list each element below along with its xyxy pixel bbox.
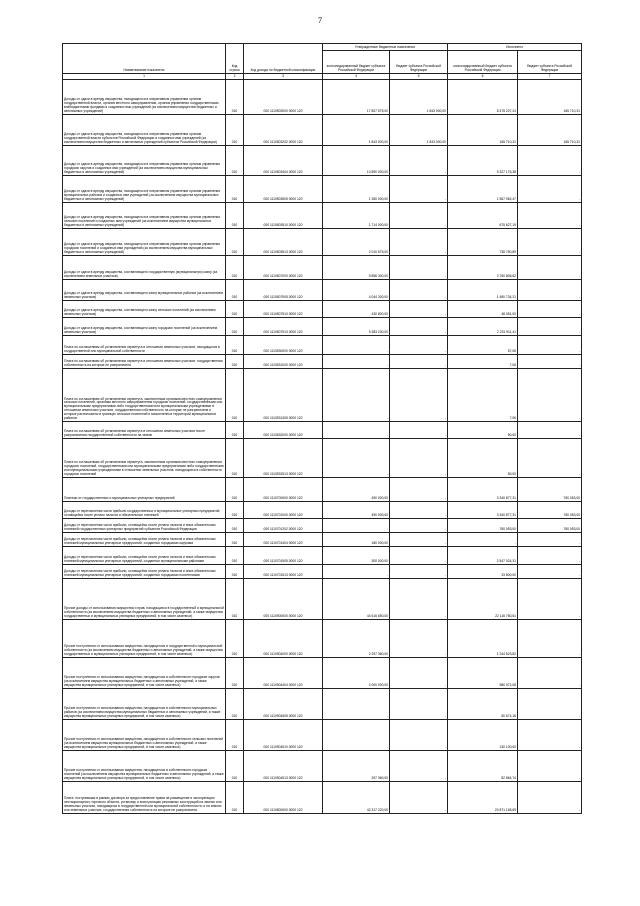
row-kbk: 000 1110701202 0000 120 xyxy=(244,519,323,533)
row-value-consolidated-executed: 3 760 806,62 xyxy=(448,256,518,280)
header-indicator-name: Наименование показателя xyxy=(63,44,226,74)
column-number: 3 xyxy=(244,74,323,80)
table-row xyxy=(63,620,582,658)
row-code: 010 xyxy=(226,782,244,814)
row-value-consolidated-executed: 2 547 024,31 xyxy=(448,547,518,565)
row-code: 010 xyxy=(226,751,244,782)
row-kbk: 000 1110507510 0000 120 xyxy=(244,301,323,318)
row-value-subject-executed: - xyxy=(518,439,582,478)
row-value-subject-approved: - xyxy=(390,176,448,203)
header-kbk: Код дохода по бюджетной классификации xyxy=(244,44,323,74)
row-code: 010 xyxy=(226,355,244,369)
row-kbk: 000 1110700000 0000 120 xyxy=(244,478,323,502)
row-code: 010 xyxy=(226,547,244,565)
column-number: 7 xyxy=(518,74,582,80)
row-code: 010 xyxy=(226,256,244,280)
row-code: 010 xyxy=(226,80,244,115)
row-value-consolidated-approved: - xyxy=(323,422,390,439)
row-code: 010 xyxy=(226,620,244,658)
row-name: Плата по соглашениям об установлении сервитута, заключенным органами местного самоуправления сельских поселений, органами местного самоуправления городских поселений, государственными или муниципальными предприятиями либо государственными или муниципальными учреждениями в отношении земельных участков, государственная собственность на которые не разграничена и которые расположены в границах сельских поселений и межселенных территорий муниципальных районов xyxy=(63,369,226,422)
table-row xyxy=(63,229,582,256)
row-code: 010 xyxy=(226,565,244,579)
row-value-subject-executed: - xyxy=(518,720,582,751)
row-code: 010 xyxy=(226,336,244,355)
row-value-subject-executed: - xyxy=(518,355,582,369)
row-name: Доходы от сдачи в аренду имущества, находящегося в оперативном управлении органов управления городских поселений и созданных ими учреждений (за исключением имущества муниципальных бюджетных и автономных учреждений) xyxy=(63,229,226,256)
row-value-consolidated-approved: 1 843 000,00 xyxy=(323,115,390,146)
row-kbk: 000 1110503513 0000 120 xyxy=(244,229,323,256)
row-code: 010 xyxy=(226,689,244,720)
row-value-subject-executed: - xyxy=(518,689,582,720)
row-value-subject-approved: - xyxy=(390,203,448,229)
row-kbk: 000 1110701404 0000 120 xyxy=(244,533,323,547)
table-row xyxy=(63,422,582,439)
row-value-subject-executed: - xyxy=(518,229,582,256)
row-value-consolidated-approved: 42 317 220,00 xyxy=(323,782,390,814)
table-row xyxy=(63,80,582,115)
row-value-consolidated-executed: 33 800,00 xyxy=(448,565,518,579)
row-kbk: 000 1110701505 0000 120 xyxy=(244,547,323,565)
row-value-consolidated-approved: - xyxy=(323,720,390,751)
row-value-subject-approved: - xyxy=(390,502,448,519)
row-code: 010 xyxy=(226,519,244,533)
row-value-subject-approved: - xyxy=(390,229,448,256)
row-value-subject-approved: - xyxy=(390,519,448,533)
row-value-subject-approved: - xyxy=(390,782,448,814)
row-value-subject-approved: - xyxy=(390,301,448,318)
header-row-code: Код строки xyxy=(226,44,244,74)
row-value-consolidated-executed: 57,06 xyxy=(448,336,518,355)
row-value-consolidated-approved: - xyxy=(323,439,390,478)
table-row xyxy=(63,751,582,782)
budget-execution-table xyxy=(62,43,582,814)
header-consolidated-executed: консолидированный бюджет субъекта Российской Федерации xyxy=(448,51,518,74)
row-kbk: 000 1110503000 0000 120 xyxy=(244,80,323,115)
row-value-consolidated-executed: 50,00 xyxy=(448,422,518,439)
column-number: 5 xyxy=(390,74,448,80)
row-name: Плата по соглашениям об установлении сервитута в отношении земельных участков, государственная собственность на которые не разграничена xyxy=(63,355,226,369)
row-value-subject-executed: - xyxy=(518,146,582,176)
row-value-subject-executed: - xyxy=(518,369,582,422)
header-approved: Утвержденные бюджетные назначения xyxy=(323,44,448,51)
row-name: Прочие поступления от использования имущества, находящегося в собственности муниципальных районов (за исключением имущества муниципальных бюджетных и автономных учреждений, а также имущества муниципальных унитарных предприятий, в том числе казенных) xyxy=(63,689,226,720)
row-name: Прочие поступления от использования имущества, находящегося в собственности сельских поселений (за исключением имущества муниципальных бюджетных и автономных учреждений, а также имущества муниципальных унитарных предприятий, в том числе казенных) xyxy=(63,720,226,751)
row-name: Плата по соглашениям об установлении сервитута, заключенным органами местного самоуправления городских поселений, государственными или муниципальными предприятиями либо государственными или муниципальными учреждениями в отношении земельных участков, находящихся в собственности городских поселений xyxy=(63,439,226,478)
row-value-consolidated-executed: 165 710,31 xyxy=(448,115,518,146)
row-kbk: 000 1110904000 0000 120 xyxy=(244,620,323,658)
row-value-subject-approved: - xyxy=(390,318,448,336)
row-value-consolidated-executed: 82 864,74 xyxy=(448,751,518,782)
row-value-subject-executed: 760 053,00 xyxy=(518,478,582,502)
row-kbk: 000 1110904513 0000 120 xyxy=(244,751,323,782)
row-value-consolidated-approved: 10 890 000,00 xyxy=(323,146,390,176)
row-kbk: 000 1110503510 0000 120 xyxy=(244,203,323,229)
row-value-consolidated-approved: 9 856 300,00 xyxy=(323,256,390,280)
row-code: 010 xyxy=(226,229,244,256)
table-row xyxy=(63,256,582,280)
table-row xyxy=(63,280,582,301)
row-value-consolidated-executed: 8 475 227,24 xyxy=(448,80,518,115)
row-value-subject-approved: - xyxy=(390,565,448,579)
row-code: 010 xyxy=(226,146,244,176)
row-value-consolidated-approved: 297 360,00 xyxy=(323,751,390,782)
row-value-subject-executed: - xyxy=(518,256,582,280)
row-value-consolidated-approved: 1 350 000,00 xyxy=(323,176,390,203)
row-value-subject-executed: - xyxy=(518,620,582,658)
row-value-consolidated-executed: 5 327 176,38 xyxy=(448,146,518,176)
row-code: 010 xyxy=(226,280,244,301)
row-value-consolidated-executed: 3 340 877,31 xyxy=(448,478,518,502)
row-value-subject-approved: - xyxy=(390,720,448,751)
row-value-consolidated-executed: 675 627,19 xyxy=(448,203,518,229)
row-name: Доходы от сдачи в аренду имущества, находящегося в оперативном управлении органов государственной власти субъектов Российской Федерации и созданных ими учреждений (за исключением имущества бюджетных и автономных учреждений субъектов Российской Федерации) xyxy=(63,115,226,146)
table-row xyxy=(63,782,582,814)
row-name: Доходы от сдачи в аренду имущества, составляющего казну городских поселений (за исключением земельных участков) xyxy=(63,318,226,336)
row-kbk: 000 1110532513 0000 120 xyxy=(244,439,323,478)
row-code: 010 xyxy=(226,579,244,620)
row-value-consolidated-approved: 17 807 575,00 xyxy=(323,80,390,115)
table-row xyxy=(63,301,582,318)
row-value-consolidated-approved: 1 714 000,00 xyxy=(323,203,390,229)
row-value-subject-approved: 1 843 000,00 xyxy=(390,115,448,146)
row-value-consolidated-approved: 2 000 000,00 xyxy=(323,658,390,689)
row-value-consolidated-executed: 1 480 734,21 xyxy=(448,280,518,301)
row-value-subject-executed: - xyxy=(518,751,582,782)
row-name: Плата по соглашениям об установлении сервитута в отношении земельных участков после разграничения государственной собственности на землю xyxy=(63,422,226,439)
row-name: Доходы от сдачи в аренду имущества, находящегося в оперативном управлении органов государственной власти, органов местного самоуправления, органов управления государственными внебюджетными фондами и созданных ими учреждений (за исключением имущества бюджетных и автономных учреждений) xyxy=(63,80,226,115)
table-row xyxy=(63,579,582,620)
row-value-consolidated-executed: - xyxy=(448,533,518,547)
row-value-subject-executed: - xyxy=(518,336,582,355)
row-name: Прочие поступления от использования имущества, находящегося в государственной и муниципальной собственности (за исключением имущества бюджетных и автономных учреждений, а также имущества государственных и муниципальных унитарных предприятий, в том числе казенных) xyxy=(63,620,226,658)
row-kbk: 000 1110904404 0000 120 xyxy=(244,658,323,689)
row-value-subject-approved: - xyxy=(390,256,448,280)
row-kbk: 000 1110530000 0000 120 xyxy=(244,336,323,355)
row-value-subject-approved: - xyxy=(390,751,448,782)
table-row xyxy=(63,519,582,533)
column-number: 6 xyxy=(448,74,518,80)
row-value-subject-executed: - xyxy=(518,658,582,689)
row-value-consolidated-approved: - xyxy=(323,355,390,369)
row-kbk: 000 1110532000 0000 120 xyxy=(244,422,323,439)
row-value-consolidated-executed: 1 567 962,47 xyxy=(448,176,518,203)
table-row xyxy=(63,318,582,336)
row-value-consolidated-approved: 180 000,00 xyxy=(323,533,390,547)
table-row xyxy=(63,203,582,229)
row-value-consolidated-executed: 20 871 165,69 xyxy=(448,782,518,814)
row-name: Доходы от перечисления части прибыли, остающейся после уплаты налогов и иных обязательных платежей муниципальных унитарных предприятий, созданных муниципальными районами xyxy=(63,547,226,565)
table-row xyxy=(63,439,582,478)
row-name: Доходы от перечисления части прибыли, остающейся после уплаты налогов и иных обязательных платежей государственных унитарных предприятий субъектов Российской Федерации xyxy=(63,519,226,533)
table-row xyxy=(63,478,582,502)
row-value-subject-approved: 1 843 000,00 xyxy=(390,80,448,115)
row-code: 010 xyxy=(226,369,244,422)
row-kbk: 000 1110900000 0000 120 xyxy=(244,579,323,620)
row-value-consolidated-approved: 300 000,00 xyxy=(323,547,390,565)
row-kbk: 000 1110800000 0000 120 xyxy=(244,782,323,814)
row-name: Плата по соглашениям об установлении сервитута в отношении земельных участков, находящихся в государственной или муниципальной собственности xyxy=(63,336,226,355)
row-value-subject-executed: - xyxy=(518,176,582,203)
row-value-consolidated-approved: 4 044 300,00 xyxy=(323,280,390,301)
table-row xyxy=(63,336,582,355)
row-code: 010 xyxy=(226,422,244,439)
row-value-consolidated-approved: - xyxy=(323,519,390,533)
row-name: Доходы от сдачи в аренду имущества, находящегося в оперативном управлении органов управления сельских поселений и созданных ими учреждений (за исключением имущества муниципальных бюджетных и автономных учреждений) xyxy=(63,203,226,229)
row-code: 010 xyxy=(226,478,244,502)
row-value-subject-approved: - xyxy=(390,422,448,439)
row-name: Доходы от сдачи в аренду имущества, находящегося в оперативном управлении органов управления муниципальных районов и созданных ими учреждений (за исключением имущества муниципальных бюджетных и автономных учреждений) xyxy=(63,176,226,203)
row-value-consolidated-executed: 2 231 911,41 xyxy=(448,318,518,336)
header-subject-approved: бюджет субъекта Российской Федерации xyxy=(390,51,448,74)
row-name: Доходы от перечисления части прибыли, остающейся после уплаты налогов и иных обязательных платежей муниципальных унитарных предприятий, созданных городскими поселениями xyxy=(63,565,226,579)
header-executed: Исполнено xyxy=(448,44,582,51)
table-row xyxy=(63,658,582,689)
row-value-consolidated-executed: 1 244 623,82 xyxy=(448,620,518,658)
row-code: 010 xyxy=(226,439,244,478)
table-row xyxy=(63,355,582,369)
row-value-subject-approved: - xyxy=(390,689,448,720)
row-code: 010 xyxy=(226,533,244,547)
row-code: 010 xyxy=(226,502,244,519)
row-name: Доходы от перечисления части прибыли, остающейся после уплаты налогов и иных обязательных платежей муниципальных унитарных предприятий, созданных городскими округами xyxy=(63,533,226,547)
row-value-consolidated-executed: 130 100,00 xyxy=(448,720,518,751)
row-value-consolidated-approved: - xyxy=(323,336,390,355)
row-kbk: 000 1110701513 0000 120 xyxy=(244,565,323,579)
row-kbk: 000 1110507513 0000 120 xyxy=(244,318,323,336)
row-value-consolidated-approved: 2 297 360,00 xyxy=(323,620,390,658)
row-value-subject-approved: - xyxy=(390,579,448,620)
row-value-subject-executed: - xyxy=(518,280,582,301)
row-value-subject-executed: - xyxy=(518,782,582,814)
row-name: Прочие поступления от использования имущества, находящегося в собственности городских поселений (за исключением имущества муниципальных бюджетных и автономных учреждений, а также имущества муниципальных унитарных предприятий, в том числе казенных) xyxy=(63,751,226,782)
table-row xyxy=(63,720,582,751)
row-name: Платежи от государственных и муниципальных унитарных предприятий xyxy=(63,478,226,502)
row-value-subject-executed: - xyxy=(518,565,582,579)
page-number: 7 xyxy=(318,16,322,25)
row-value-subject-executed: - xyxy=(518,318,582,336)
row-value-subject-approved: - xyxy=(390,146,448,176)
row-value-subject-approved: - xyxy=(390,336,448,355)
row-value-subject-executed: - xyxy=(518,301,582,318)
row-value-consolidated-approved: - xyxy=(323,689,390,720)
row-value-consolidated-approved: 490 000,00 xyxy=(323,502,390,519)
table-row xyxy=(63,547,582,565)
row-value-consolidated-executed: 48 051,00 xyxy=(448,301,518,318)
row-name: Доходы от сдачи в аренду имущества, составляющего казну муниципальных районов (за исключением земельных участков) xyxy=(63,280,226,301)
row-value-subject-executed: - xyxy=(518,203,582,229)
row-value-consolidated-executed: 7,06 xyxy=(448,355,518,369)
row-code: 010 xyxy=(226,301,244,318)
row-value-consolidated-approved: - xyxy=(323,565,390,579)
table-row xyxy=(63,369,582,422)
row-code: 010 xyxy=(226,115,244,146)
row-value-consolidated-approved: 430 800,00 xyxy=(323,301,390,318)
row-value-subject-approved: - xyxy=(390,369,448,422)
row-value-subject-executed: - xyxy=(518,533,582,547)
row-value-consolidated-executed: 738 750,89 xyxy=(448,229,518,256)
row-value-subject-executed: - xyxy=(518,547,582,565)
header-consolidated-approved: консолидированный бюджет субъекта Российской Федерации xyxy=(323,51,390,74)
row-value-consolidated-executed: 980 972,08 xyxy=(448,658,518,689)
row-code: 010 xyxy=(226,176,244,203)
row-value-subject-executed: 165 710,31 xyxy=(518,115,582,146)
row-kbk: 000 1110503404 0000 120 xyxy=(244,146,323,176)
row-value-consolidated-approved: 2 010 575,00 xyxy=(323,229,390,256)
row-value-consolidated-approved: 490 000,00 xyxy=(323,478,390,502)
column-number: 4 xyxy=(323,74,390,80)
row-name: Прочие доходы от использования имущества и прав, находящихся в государственной и муниципальной собственности (за исключением имущества бюджетных и автономных учреждений, а также имущества государственных и муниципальных унитарных предприятий, в том числе казенных) xyxy=(63,579,226,620)
table-row xyxy=(63,115,582,146)
row-kbk: 000 1110904505 0000 120 xyxy=(244,689,323,720)
row-value-consolidated-executed: 50,00 xyxy=(448,439,518,478)
row-value-subject-approved: - xyxy=(390,533,448,547)
row-code: 010 xyxy=(226,203,244,229)
row-name: Прочие поступления от использования имущества, находящегося в собственности городских округов (за исключением имущества муниципальных бюджетных и автономных учреждений, а также имущества муниципальных унитарных предприятий, в том числе казенных) xyxy=(63,658,226,689)
row-kbk: 000 1110904510 0000 120 xyxy=(244,720,323,751)
table-body xyxy=(63,80,582,814)
row-name: Доходы от перечисления части прибыли государственных и муниципальных унитарных предприятий, остающейся после уплаты налогов и обязательных платежей xyxy=(63,502,226,519)
row-kbk: 000 1110503505 0000 120 xyxy=(244,176,323,203)
row-name: Доходы от сдачи в аренду имущества, составляющего государственную (муниципальную) казну (за исключением земельных участков) xyxy=(63,256,226,280)
row-value-subject-approved: - xyxy=(390,355,448,369)
row-value-subject-executed: 165 710,31 xyxy=(518,80,582,115)
row-kbk: 000 1110507000 0000 120 xyxy=(244,256,323,280)
table-row xyxy=(63,146,582,176)
row-value-consolidated-executed: 760 053,00 xyxy=(448,519,518,533)
row-value-subject-approved: - xyxy=(390,620,448,658)
row-value-consolidated-executed: 7,06 xyxy=(448,369,518,422)
table-row xyxy=(63,502,582,519)
row-name: Плата, поступившая в рамках договора за предоставление права на размещение и эксплуатацию нестационарного торгового объекта, установку и эксплуатацию рекламных конструкций на землях или земельных участках, находящихся в государственной или муниципальной собственности, и на землях или земельных участках, государственная собственность на которые не разграничена xyxy=(63,782,226,814)
row-value-subject-executed: - xyxy=(518,579,582,620)
row-value-subject-executed: 760 053,00 xyxy=(518,519,582,533)
row-value-consolidated-approved: 44 616 650,00 xyxy=(323,579,390,620)
table-row xyxy=(63,565,582,579)
row-value-consolidated-executed: 22 116 780,51 xyxy=(448,579,518,620)
row-value-subject-approved: - xyxy=(390,478,448,502)
row-code: 010 xyxy=(226,658,244,689)
table-row xyxy=(63,689,582,720)
row-code: 010 xyxy=(226,318,244,336)
table-row xyxy=(63,533,582,547)
row-value-subject-approved: - xyxy=(390,280,448,301)
row-value-consolidated-approved: - xyxy=(323,369,390,422)
row-name: Доходы от сдачи в аренду имущества, составляющего казну сельских поселений (за исключением земельных участков) xyxy=(63,301,226,318)
row-value-subject-approved: - xyxy=(390,547,448,565)
row-kbk: 000 1110531000 0000 120 xyxy=(244,355,323,369)
column-number: 1 xyxy=(63,74,226,80)
header-subject-executed: бюджет субъекта Российской Федерации xyxy=(518,51,582,74)
row-kbk: 000 1110701000 0000 120 xyxy=(244,502,323,519)
row-kbk: 000 1110507505 0000 120 xyxy=(244,280,323,301)
row-value-consolidated-executed: 50 674,16 xyxy=(448,689,518,720)
row-value-consolidated-approved: 5 383 230,00 xyxy=(323,318,390,336)
row-value-consolidated-executed: 3 340 877,31 xyxy=(448,502,518,519)
row-kbk: 000 1110503202 0000 120 xyxy=(244,115,323,146)
column-number: 2 xyxy=(226,74,244,80)
row-value-subject-executed: 760 053,00 xyxy=(518,502,582,519)
row-name: Доходы от сдачи в аренду имущества, находящегося в оперативном управлении органов управления городских округов и созданных ими учреждений (за исключением имущества муниципальных бюджетных и автономных учреждений) xyxy=(63,146,226,176)
row-value-subject-approved: - xyxy=(390,658,448,689)
row-code: 010 xyxy=(226,720,244,751)
row-value-subject-approved: - xyxy=(390,439,448,478)
row-kbk: 000 1110531305 0000 120 xyxy=(244,369,323,422)
table-row xyxy=(63,176,582,203)
row-value-subject-executed: - xyxy=(518,422,582,439)
